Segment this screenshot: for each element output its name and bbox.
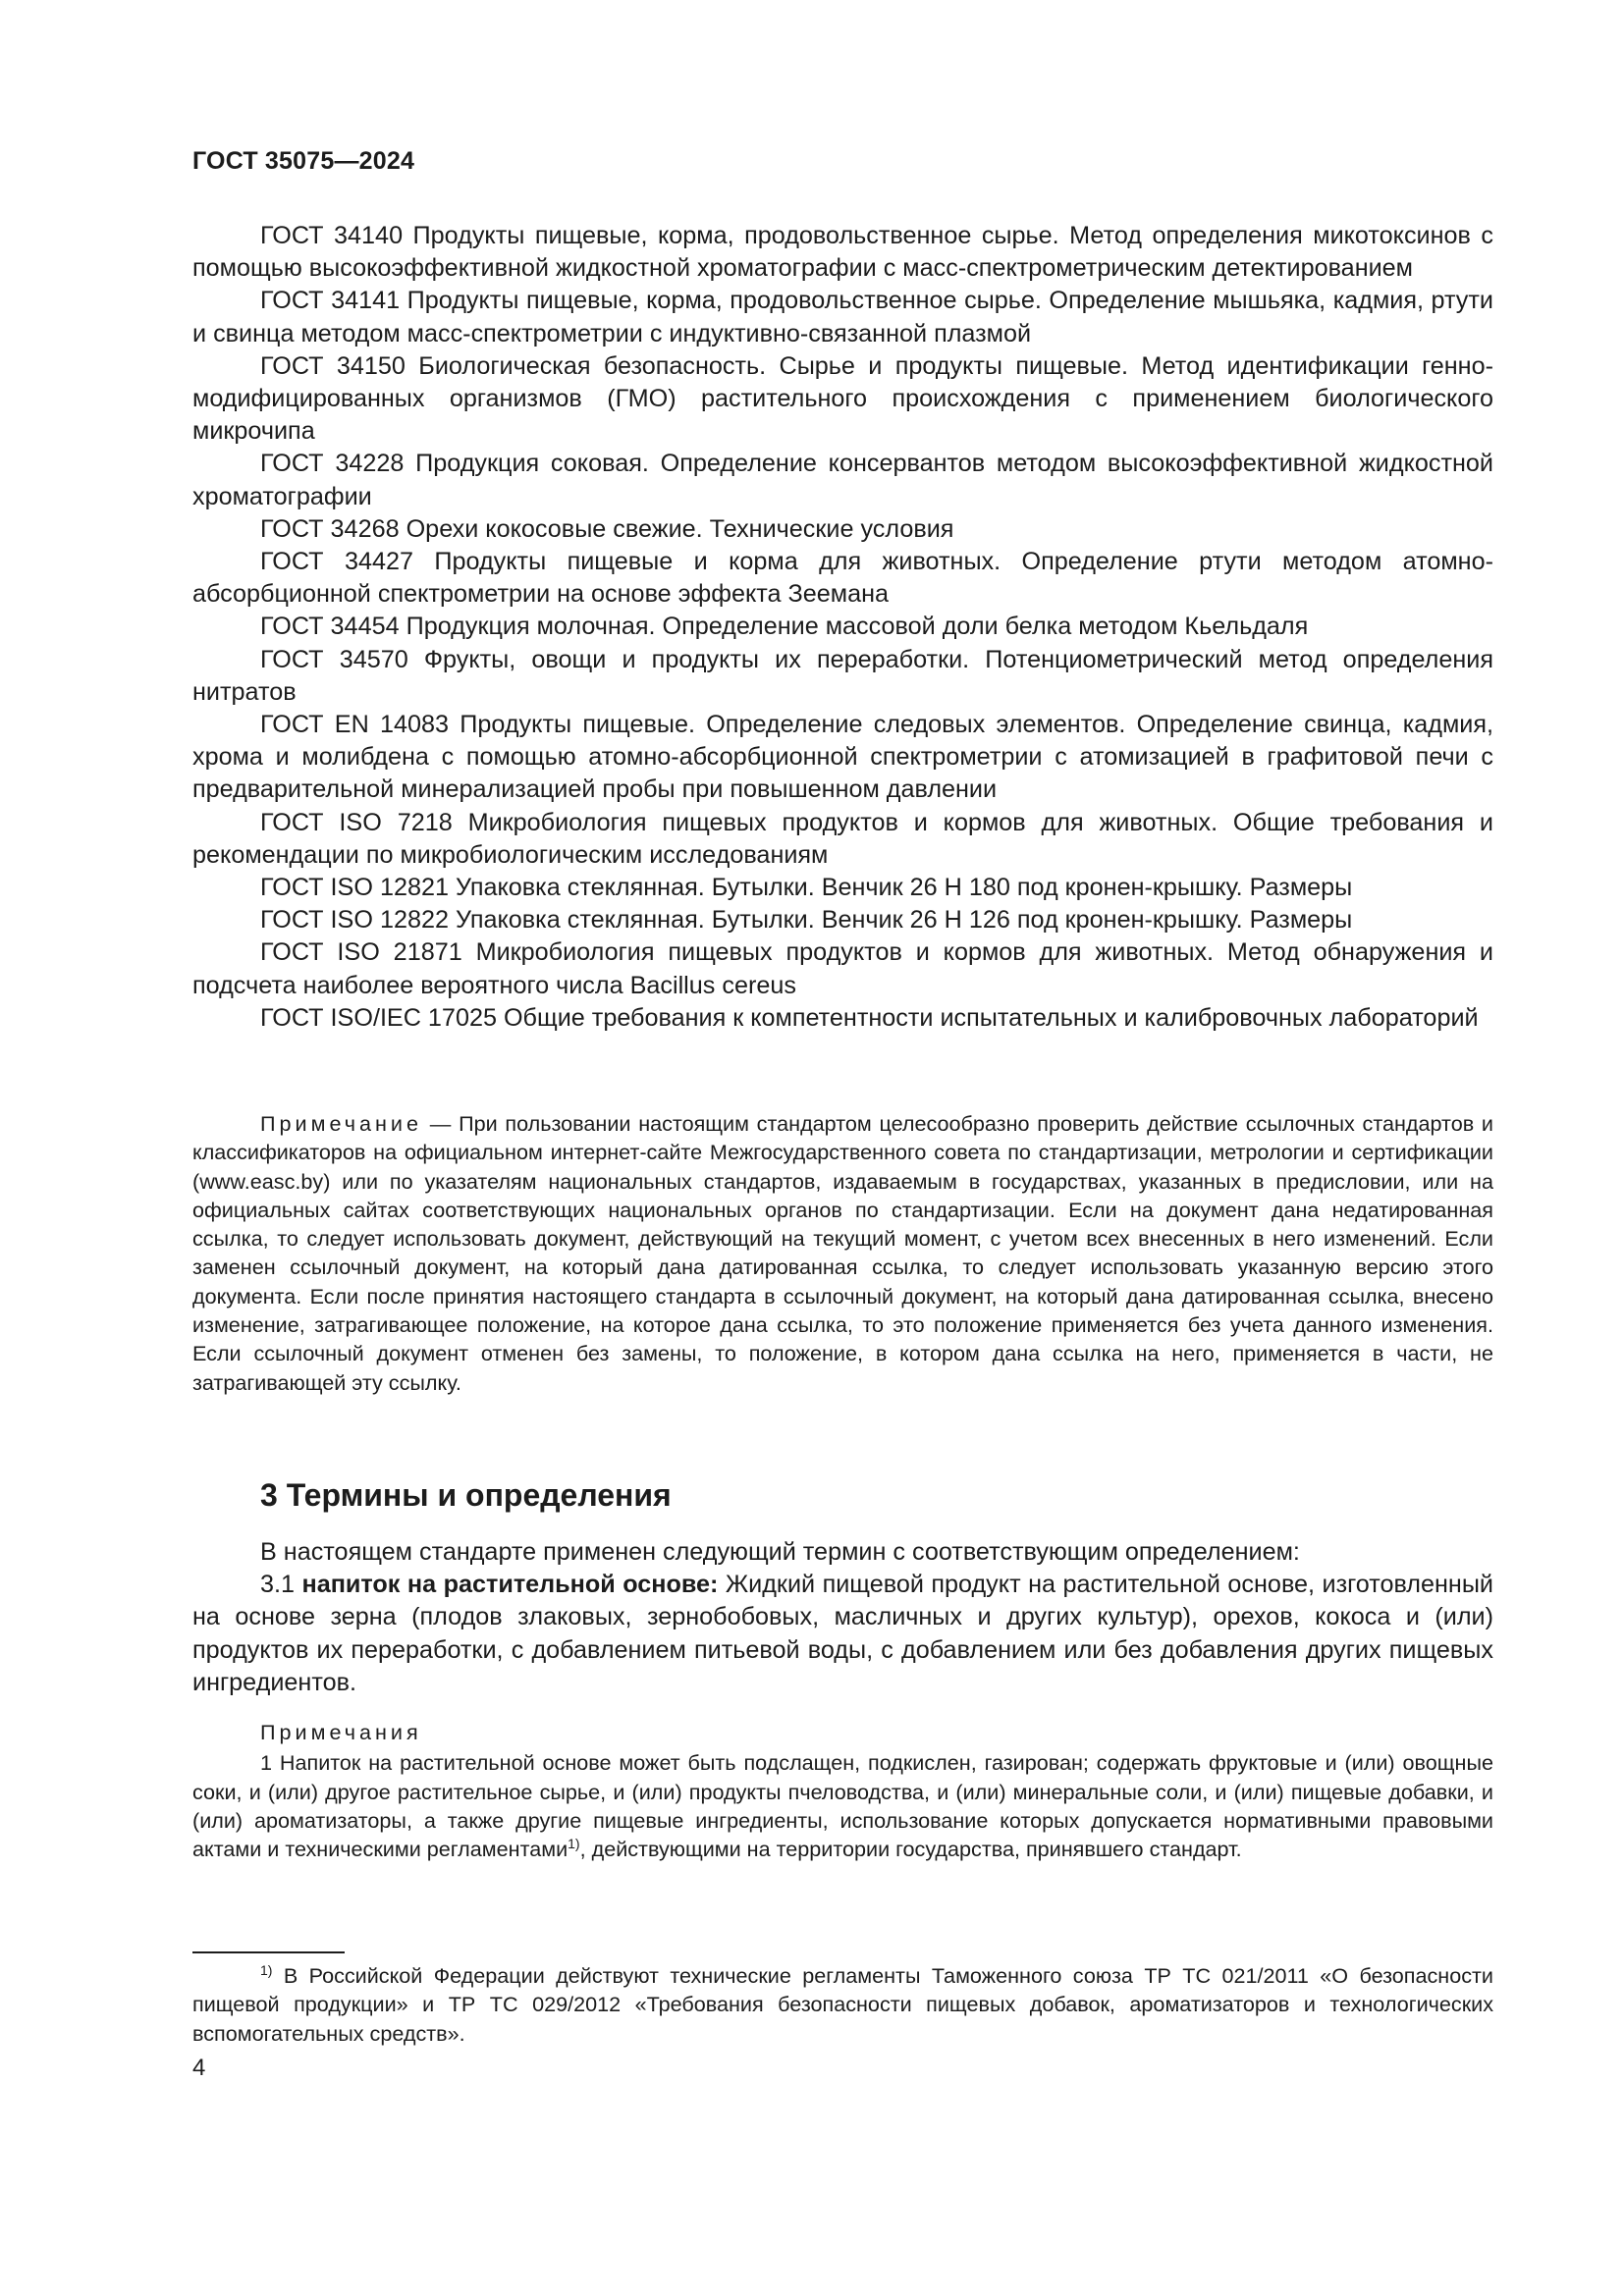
reference-item: ГОСТ ISO 21871 Микробиология пищевых продуктов и кормов для животных. Метод обнаружения и подсчета наиболее вероятного числа Bacillus cereus — [192, 938, 1493, 999]
reference-item: ГОСТ 34141 Продукты пищевые, корма, продовольственное сырье. Определение мышьяка, кадмия, ртути и свинца методом масс-спектрометрии с индуктивно-связанной плазмой — [192, 287, 1493, 347]
term-entry — [192, 1569, 1493, 1699]
term-notes — [192, 1718, 1493, 1863]
note1-text: 1 Напиток на растительной основе может быть подслащен, подкислен, газирован; содержать фруктовые и (или) овощные соки, и (или) другое растительное сырье, и (или) продукты пчеловодства, и (или) минеральные соли, и (или) пищевые добавки, и (или) ароматизаторы, а также другие пищевые ингредиенты, использование которых допускается нормативными правовыми актами и техническими регламентами — [192, 1750, 1493, 1862]
page-number: 4 — [192, 2055, 206, 2081]
reference-item: ГОСТ ISO 7218 Микробиология пищевых продуктов и кормов для животных. Общие требования и рекомендации по микробиологическим исследованиям — [192, 808, 1493, 869]
reference-item: ГОСТ ISO 12821 Упаковка стеклянная. Бутылки. Венчик 26 H 180 под кронен-крышку. Размеры — [260, 874, 1353, 902]
term-number: 3.1 — [260, 1571, 302, 1599]
reference-item: ГОСТ ISO 12822 Упаковка стеклянная. Бутылки. Венчик 26 H 126 под кронен-крышку. Размеры — [260, 906, 1353, 934]
term-name: напиток на растительной основе: — [301, 1571, 719, 1599]
reference-item: ГОСТ 34150 Биологическая безопасность. Сырье и продукты пищевые. Метод идентификации генно-модифицированных организмов (ГМО) растительного происхождения с применением биологического микрочипа — [192, 351, 1493, 446]
footnote-marker: 1) — [260, 1961, 273, 1978]
note1-tail: , действующими на территории государства, принявшего стандарт. — [579, 1837, 1242, 1862]
footnote — [192, 1961, 1493, 2048]
reference-item: ГОСТ 34427 Продукты пищевые и корма для животных. Определение ртути методом атомно-абсорбционной спектрометрии на основе эффекта Зеемана — [192, 548, 1493, 609]
reference-item: ГОСТ ISO/IEC 17025 Общие требования к компетентности испытательных и калибровочных лабораторий — [260, 1003, 1479, 1032]
normative-references-list — [192, 220, 1493, 1035]
reference-item: ГОСТ 34268 Орехи кокосовые свежие. Технические условия — [260, 514, 954, 543]
term-note-1 — [192, 1748, 1493, 1863]
term-definition: Жидкий пищевой продукт на растительной основе, изготовленный на основе зерна (плодов злаковых, зернобобовых, масличных и других культур), орехов, кокоса и (или) продуктов их переработки, с добавлением питьевой воды, с добавлением или без добавления других пищевых ингредиентов. — [192, 1571, 1493, 1696]
note-label: Примечание — [260, 1111, 422, 1136]
footnote-text: В Российской Федерации действуют технические регламенты Таможенного союза ТР ТС 021/2011 «О безопасности пищевой продукции» и ТР ТС 029/2012 «Требования безопасности пищевых добавок, ароматизаторов и технологических вспомогательных средств». — [192, 1963, 1493, 2046]
terms-section — [192, 1536, 1493, 1699]
terms-intro: В настоящем стандарте применен следующий термин с соответствующим определением: — [260, 1538, 1300, 1566]
section-title: 3 Термины и определения — [260, 1477, 672, 1513]
reference-item: ГОСТ 34454 Продукция молочная. Определение массовой доли белка методом Кьельдаля — [260, 613, 1309, 641]
document-header: ГОСТ 35075—2024 — [192, 147, 415, 175]
footnote-ref[interactable]: 1) — [568, 1836, 580, 1851]
reference-item: ГОСТ 34570 Фрукты, овощи и продукты их переработки. Потенциометрический метод определения нитратов — [192, 645, 1493, 706]
reference-item: ГОСТ 34140 Продукты пищевые, корма, продовольственное сырье. Метод определения микотоксинов с помощью высокоэффективной жидкостной хроматографии с масс-спектрометрическим детектированием — [192, 222, 1493, 283]
footnote-divider — [192, 1951, 345, 1953]
references-note — [192, 1109, 1493, 1397]
reference-item: ГОСТ 34228 Продукция соковая. Определение консервантов методом высокоэффективной жидкостной хроматографии — [192, 450, 1493, 510]
notes-heading: Примечания — [260, 1720, 422, 1744]
reference-item: ГОСТ EN 14083 Продукты пищевые. Определение следовых элементов. Определение свинца, кадмия, хрома и молибдена с помощью атомно-абсорбционной спектрометрии с атомизацией в графитовой печи с предварительной минерализацией пробы при повышенном давлении — [192, 711, 1493, 804]
note-text: — При пользовании настоящим стандартом целесообразно проверить действие ссылочных стандартов и классификаторов на официальном интернет-сайте Межгосударственного совета по стандартизации, метрологии и сертификации (www.easc.by) или по указателям национальных стандартов, издаваемым в государствах, указанных в предисловии, или на официальных сайтах соответствующих национальных органов по стандартизации. Если на документ дана недатированная ссылка, то следует использовать документ, действующий на текущий момент, с учетом всех внесенных в него изменений. Если заменен ссылочный документ, на который дана датированная ссылка, то следует использовать указанную версию этого документа. Если после принятия настоящего стандарта в ссылочный документ, на который дана датированная ссылка, внесено изменение, затрагивающее положение, на которое дана ссылка, то это положение применяется без учета данного изменения. Если ссылочный документ отменен без замены, то положение, в котором дана ссылка на него, применяется в части, не затрагивающей эту ссылку. — [192, 1111, 1493, 1395]
